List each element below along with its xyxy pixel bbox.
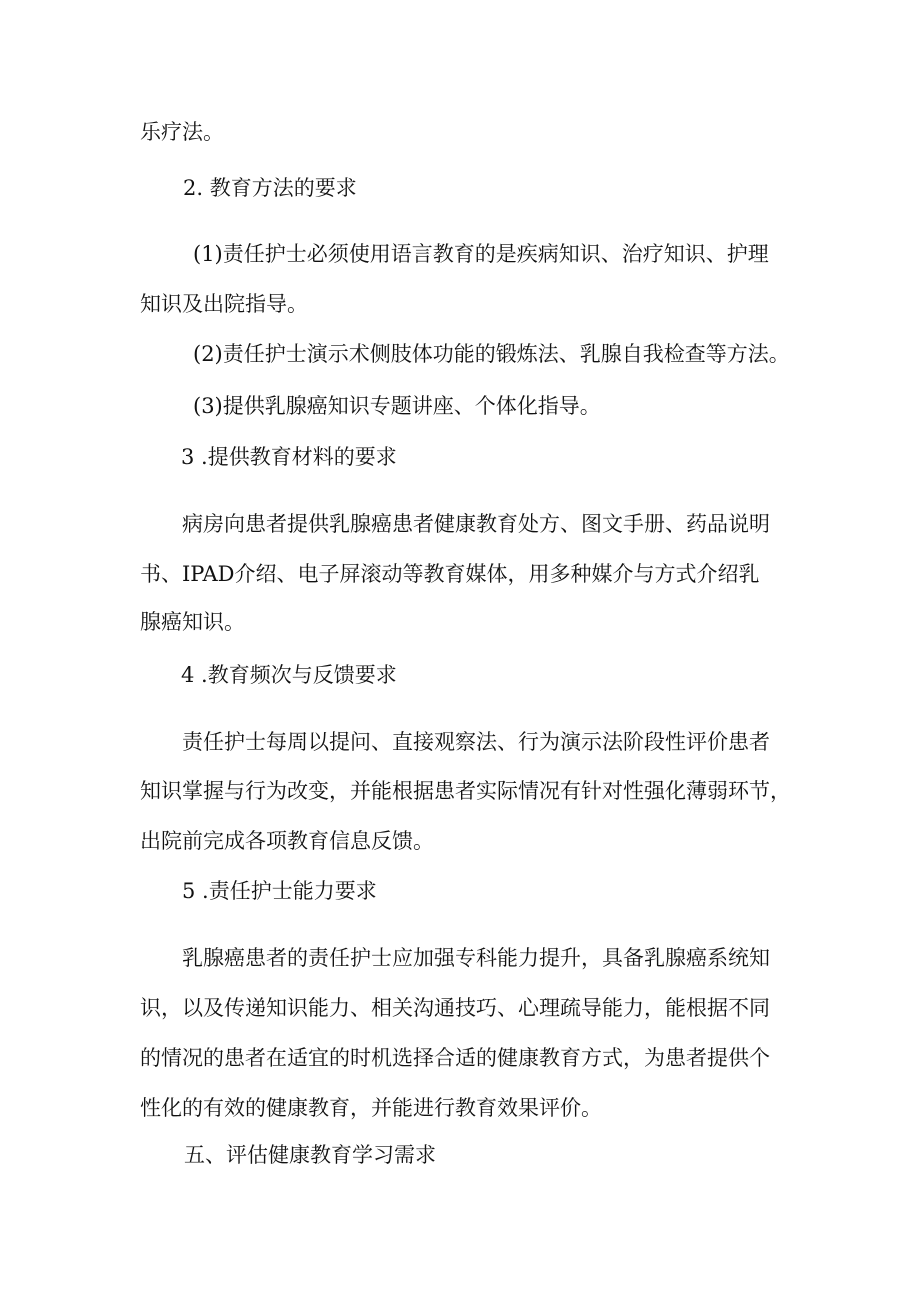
paragraph-line: 乳腺癌患者的责任护士应加强专科能力提升，具备乳腺癌系统知	[182, 946, 770, 970]
paragraph-line: 腺癌知识。	[140, 610, 245, 634]
paragraph-line: 识，以及传递知识能力、相关沟通技巧、心理疏导能力，能根据不同	[140, 996, 770, 1020]
paragraph-line: 知识及出院指导。	[140, 292, 308, 316]
paragraph-line: 知识掌握与行为改变，并能根据患者实际情况有针对性强化薄弱环节，	[140, 779, 791, 803]
paragraph-line: 病房向患者提供乳腺癌患者健康教育处方、图文手册、药品说明	[182, 512, 770, 536]
section-heading: 4 .教育频次与反馈要求	[181, 663, 397, 687]
list-item: (1)责任护士必须使用语言教育的是疾病知识、治疗知识、护理	[193, 242, 769, 266]
list-item: (2)责任护士演示术侧肢体功能的锻炼法、乳腺自我检查等方法。	[193, 342, 790, 366]
list-item: (3)提供乳腺癌知识专题讲座、个体化指导。	[193, 394, 601, 418]
paragraph-line: 书、IPAD介绍、电子屏滚动等教育媒体，用多种媒介与方式介绍乳	[140, 562, 760, 586]
section-heading: 2. 教育方法的要求	[183, 176, 357, 200]
paragraph-line: 责任护士每周以提问、直接观察法、行为演示法阶段性评价患者	[182, 730, 770, 754]
paragraph-line: 乐疗法。	[140, 120, 224, 144]
section-heading: 3 .提供教育材料的要求	[181, 445, 397, 469]
paragraph-line: 出院前完成各项教育信息反馈。	[140, 829, 434, 853]
paragraph-line: 性化的有效的健康教育，并能进行教育效果评价。	[140, 1096, 602, 1120]
chapter-heading: 五、评估健康教育学习需求	[184, 1143, 436, 1167]
paragraph-line: 的情况的患者在适宜的时机选择合适的健康教育方式，为患者提供个	[140, 1046, 770, 1070]
section-heading: 5 .责任护士能力要求	[182, 879, 377, 903]
